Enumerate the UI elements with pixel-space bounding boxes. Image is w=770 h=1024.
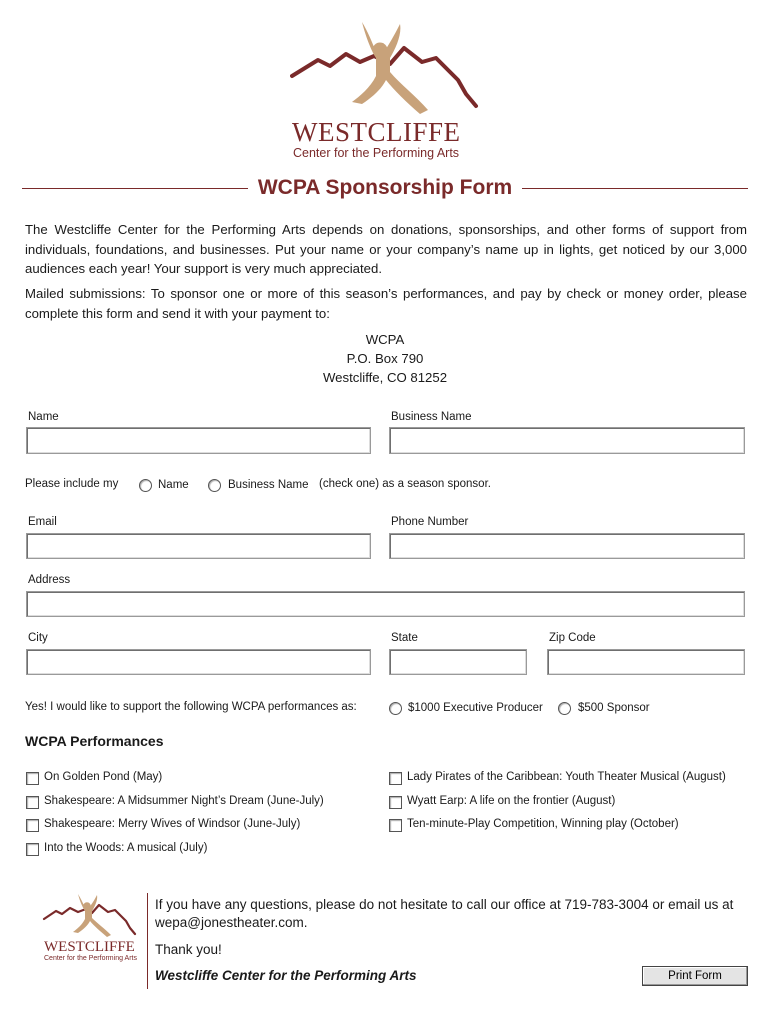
- footer-questions: If you have any questions, please do not hesitate to call our office at 719-783-3004 or email us at wepa@jonestheater.com.: [155, 897, 734, 930]
- state-input[interactable]: [389, 649, 527, 675]
- address-input[interactable]: [26, 591, 745, 617]
- address-label: Address: [28, 574, 71, 586]
- include-suffix: (check one) as a season sponsor.: [319, 478, 491, 490]
- form-title-bar: [22, 174, 748, 202]
- intro-paragraph: The Westcliffe Center for the Performing Arts depends on donations, sponsorships, and other forms of support from individuals, foundations, and businesses. Put your name or your company’s name up in lights, get noticed by our 3,000 audiences each year! Your support is very much appreciated.: [25, 222, 747, 276]
- name-input[interactable]: [26, 427, 371, 454]
- mail-paragraph: Mailed submissions: To sponsor one or more of this season’s performances, and pay by check or money order, please complete this form and send it with your payment to:: [25, 286, 747, 321]
- brand-name: WESTCLIFFE: [292, 117, 461, 147]
- form-title: WCPA Sponsorship Form: [257, 176, 513, 199]
- support-500-radio[interactable]: [558, 702, 571, 715]
- perf-label-lady-pirates: Lady Pirates of the Caribbean: Youth Theater Musical (August): [407, 771, 726, 783]
- phone-input[interactable]: [389, 533, 745, 559]
- performances-heading: WCPA Performances: [25, 733, 164, 749]
- footer-brand-subtitle: Center for the Performing Arts: [44, 955, 137, 962]
- footer-divider: [147, 893, 148, 989]
- title-rule-right: [522, 188, 748, 189]
- perf-checkbox-midsummer[interactable]: [26, 796, 39, 809]
- footer-brand-name: WESTCLIFFE: [44, 939, 135, 955]
- email-input[interactable]: [26, 533, 371, 559]
- footer-signature: Westcliffe Center for the Performing Arts: [155, 968, 417, 983]
- phone-label: Phone Number: [391, 516, 469, 528]
- perf-label-midsummer: Shakespeare: A Midsummer Night’s Dream (June-July): [44, 795, 324, 807]
- include-business-option-label: Business Name: [228, 479, 309, 491]
- mailing-address-org: WCPA: [365, 332, 405, 347]
- city-input[interactable]: [26, 649, 371, 675]
- support-1000-radio[interactable]: [389, 702, 402, 715]
- perf-label-wyatt-earp: Wyatt Earp: A life on the frontier (August): [407, 795, 616, 807]
- footer-thanks: Thank you!: [155, 942, 222, 957]
- perf-checkbox-into-the-woods[interactable]: [26, 843, 39, 856]
- perf-checkbox-golden-pond[interactable]: [26, 772, 39, 785]
- perf-checkbox-lady-pirates[interactable]: [389, 772, 402, 785]
- include-name-radio[interactable]: [139, 479, 152, 492]
- support-label: Yes! I would like to support the following WCPA performances as:: [25, 701, 357, 713]
- perf-label-into-the-woods: Into the Woods: A musical (July): [44, 842, 208, 854]
- email-label: Email: [28, 516, 57, 528]
- brand-subtitle: Center for the Performing Arts: [293, 146, 460, 160]
- include-label: Please include my: [25, 478, 119, 490]
- perf-checkbox-wyatt-earp[interactable]: [389, 796, 402, 809]
- city-label: City: [28, 632, 48, 644]
- perf-label-golden-pond: On Golden Pond (May): [44, 771, 163, 783]
- print-form-button[interactable]: Print Form: [642, 966, 748, 986]
- perf-checkbox-merry-wives[interactable]: [26, 819, 39, 832]
- support-1000-label: $1000 Executive Producer: [408, 702, 543, 714]
- state-label: State: [391, 632, 418, 644]
- perf-label-merry-wives: Shakespeare: Merry Wives of Windsor (June-July): [44, 818, 301, 830]
- perf-checkbox-ten-minute-play[interactable]: [389, 819, 402, 832]
- include-name-option-label: Name: [158, 479, 189, 491]
- name-label: Name: [28, 411, 59, 423]
- mailing-address-city: Westcliffe, CO 81252: [322, 370, 448, 385]
- perf-label-ten-minute-play: Ten-minute-Play Competition, Winning play (October): [407, 818, 679, 830]
- zip-label: Zip Code: [549, 632, 596, 644]
- title-rule-left: [22, 188, 248, 189]
- mailing-address-box: P.O. Box 790: [346, 351, 424, 366]
- include-business-radio[interactable]: [208, 479, 221, 492]
- zip-input[interactable]: [547, 649, 745, 675]
- business-name-label: Business Name: [391, 411, 472, 423]
- support-500-label: $500 Sponsor: [578, 702, 650, 714]
- business-name-input[interactable]: [389, 427, 745, 454]
